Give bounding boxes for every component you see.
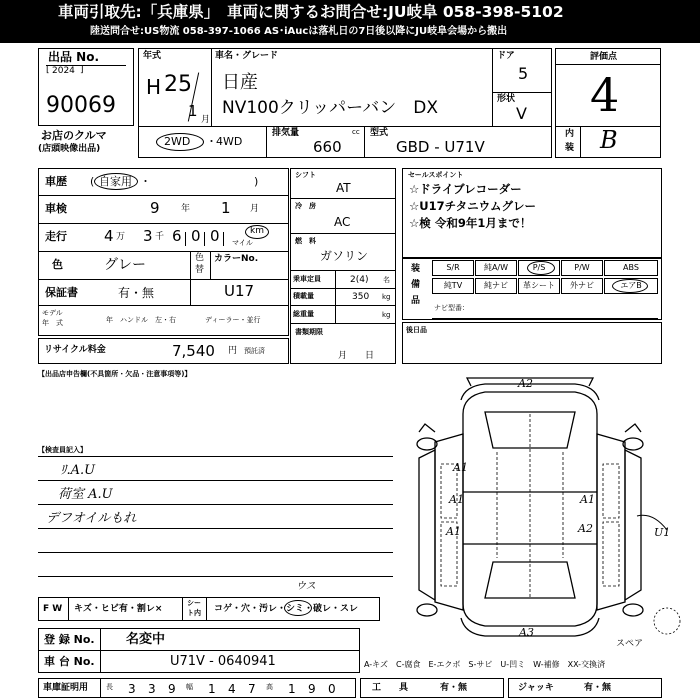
color-repaint-2: 替 (195, 265, 205, 275)
seat-damages: コゲ・穴・汚レ・シミ・破レ・スレ (214, 604, 359, 614)
load-label: 積載量 (293, 292, 314, 300)
ac-label: 冷 房 (295, 202, 316, 210)
history-paren-open: ( (90, 175, 95, 188)
equipment-label-2: 備 (411, 280, 421, 290)
interior-label-2: 装 (565, 143, 575, 153)
inspector-label: 【検査員記入】 (38, 446, 87, 454)
damage-mark: A2 (578, 522, 593, 535)
vehicle-maker: 日産 (222, 72, 258, 93)
name-label: 車名・グレード (215, 51, 279, 61)
score-label: 評価点 (590, 52, 618, 62)
month-unit: 月 (201, 115, 211, 125)
recycle-unit: 円 (228, 346, 238, 356)
lot-year-bracket-close: ] (80, 65, 84, 75)
history-label: 車歴 (45, 175, 67, 188)
vehicle-model: NV100クリッパーバン DX (222, 98, 438, 118)
equipment-item: エアB (604, 278, 658, 294)
seat-selected-mark (284, 600, 312, 616)
docs-date: 月 日 (338, 351, 375, 361)
drive-separator: ・ (206, 135, 217, 148)
equipment-item: 外ナビ (561, 278, 603, 294)
registration-value: 名変中 (126, 632, 166, 647)
certificate-dim: 長 (106, 683, 113, 691)
history-paren-close: ) (254, 175, 259, 188)
load-unit: kg (382, 293, 391, 301)
score-value: 4 (590, 68, 620, 122)
load-value: 350 (352, 292, 370, 302)
color-value: グレー (104, 257, 146, 273)
jack-label: ジャッキ (518, 683, 554, 693)
inspection-year: 9 (150, 199, 160, 217)
recycle-label: リサイクル料金 (44, 345, 106, 355)
history-value: 自家用 (99, 175, 132, 188)
later-date-box (402, 322, 662, 364)
equipment-selected-airbag (612, 279, 648, 293)
shift-value: AT (336, 181, 351, 195)
fuel-label: 燃 料 (295, 237, 316, 245)
jack-value: 有・無 (584, 683, 612, 693)
color-repaint-1: 色 (195, 253, 205, 263)
displacement-label: 排気量 (272, 128, 300, 138)
header-line-1: 車両引取先:「兵庫県」 車両に関するお問合せ:JU岐阜 058-398-5102 (58, 3, 564, 21)
displacement-value: 660 (313, 138, 342, 156)
shape-value: V (516, 104, 527, 123)
interior-value: B (600, 126, 618, 154)
tools-label: 工 具 (372, 683, 409, 693)
damage-mark: U1 (654, 526, 671, 539)
equipment-item: 純A/W (475, 260, 517, 276)
damage-mark: A1 (446, 525, 461, 538)
model-year-label-1: モデル (42, 309, 63, 317)
inspection-month-unit: 月 (250, 204, 260, 214)
mileage-sen: 3 (143, 227, 153, 245)
doors-value: 5 (518, 64, 529, 83)
lot-label: 出品 No. (48, 50, 100, 64)
capacity-value: 2(4) (350, 275, 369, 285)
equipment-label-1: 装 (411, 264, 421, 274)
certificate-dim: 高 (266, 683, 273, 691)
certificate-dim: 1 (208, 682, 216, 696)
store-label: お店のクルマ (41, 129, 107, 142)
top-note: ウス (296, 581, 316, 592)
sales-label: セールスポイント (408, 171, 464, 179)
mileage-man: 4 (104, 227, 114, 245)
certificate-dim: 9 (168, 682, 176, 696)
inspection-month: 1 (221, 199, 231, 217)
docs-label: 書類期限 (295, 328, 323, 336)
warranty-value: 有・無 (118, 286, 155, 300)
equipment-item: P/W (561, 260, 603, 276)
interior-label-1: 内 (565, 129, 575, 139)
drive-2wd: 2WD (164, 135, 191, 148)
inspection-label: 車検 (45, 202, 67, 215)
chassis-value: U71V - 0640941 (170, 654, 276, 669)
year-value: 25 (164, 72, 192, 97)
mileage-unit-km: km (250, 226, 264, 236)
gross-label: 総重量 (293, 310, 314, 318)
damage-mark: A1 (449, 493, 464, 506)
color-no-value: U17 (224, 282, 255, 300)
seat-label-2: ト内 (187, 609, 201, 617)
inspector-note: デフオイルもれ (46, 511, 137, 526)
certificate-label: 車庫証明用 (43, 683, 89, 693)
certificate-dim: 幅 (186, 683, 193, 691)
displacement-unit: cc (352, 128, 360, 136)
model-year-label-2: 年 式 (42, 319, 63, 327)
handle-options: ハンドル 左・右 (120, 316, 176, 324)
damage-mark: A3 (519, 626, 534, 639)
later-date-label: 後日品 (406, 326, 427, 334)
tools-value: 有・無 (440, 683, 468, 693)
damage-mark: A2 (518, 377, 533, 390)
equipment-label-3: 品 (411, 296, 421, 306)
damage-mark: A1 (580, 493, 595, 506)
ac-value: AC (334, 215, 351, 229)
gross-unit: kg (382, 311, 391, 319)
recycle-note: 預託済 (244, 347, 265, 355)
capacity-unit: 名 (383, 276, 390, 284)
certificate-dim: 3 (148, 682, 156, 696)
equipment-item: 純TV (432, 278, 474, 294)
doors-label: ドア (497, 51, 515, 61)
lot-number: 90069 (46, 93, 116, 118)
recycle-value: 7,540 (172, 342, 215, 360)
sales-point-item: ☆U17チタニウムグレー (409, 199, 536, 213)
capacity-label: 乗車定員 (293, 275, 321, 283)
model-year-unit: 年 (106, 316, 113, 324)
model-code-value: GBD - U71V (396, 138, 485, 156)
drive-4wd: 4WD (216, 135, 243, 148)
year-era: H (146, 75, 162, 99)
damage-mark: A1 (453, 461, 468, 474)
lot-year-tag: 2024 (52, 66, 75, 76)
fw-damages: キズ・ヒビ有・割レ× (74, 604, 163, 614)
sales-point-item: ☆検 令和9年1月まで！ (409, 216, 532, 230)
chassis-label: 車 台 No. (44, 655, 95, 668)
fw-label: F W (43, 604, 63, 614)
equipment-item: ABS (604, 260, 658, 276)
history-bullet: ・ (140, 175, 151, 188)
inspector-note: 荷室 A.U (58, 487, 113, 502)
sales-point-item: ☆ドライブレコーダー (409, 182, 522, 196)
lot-year-bracket: [ (46, 65, 50, 75)
detail-table (38, 168, 289, 336)
month-value: 1 (188, 102, 198, 120)
certificate-dim: 9 (308, 682, 316, 696)
seat-label-1: シー (187, 599, 201, 607)
shift-label: シフト (295, 171, 316, 179)
mileage-unit-mile: マイル (232, 239, 253, 247)
mileage-sen-unit: 千 (155, 232, 165, 242)
dealer-options: ディーラー・並行 (205, 316, 261, 324)
navi-label: ナビ型番： (434, 304, 469, 312)
header-line-2: 陸送問合せ:US物流 058-397-1066 AS･iAucは落札日の7日後以降にJU岐阜会場から搬出 (90, 26, 508, 37)
year-label: 年式 (143, 51, 162, 61)
remarks-label: 【出品店申告欄(不具箇所・欠品・注意事項等)】 (38, 370, 192, 378)
certificate-dim: 1 (288, 682, 296, 696)
color-no-label: カラーNo. (214, 254, 259, 264)
spare-label: スペア (616, 639, 644, 649)
mileage-man-unit: 万 (116, 232, 126, 242)
inspection-year-unit: 年 (181, 204, 191, 214)
mileage-digit: 6 (172, 227, 182, 245)
mileage-digit: 0 (191, 227, 201, 245)
mileage-label: 走行 (45, 230, 67, 243)
equipment-item: 革シート (518, 278, 560, 294)
car-diagram (405, 372, 695, 644)
equipment-item: P/S (518, 260, 560, 276)
equipment-item: 純ナビ (475, 278, 517, 294)
model-code-label: 型式 (370, 128, 389, 138)
certificate-dim: 7 (248, 682, 256, 696)
equipment-item: S/R (432, 260, 474, 276)
fuel-value: ガソリン (320, 249, 369, 263)
mileage-digit: 0 (210, 227, 220, 245)
damage-legend: A-キズ C-腐食 E-エクボ S-サビ U-凹ミ W-補修 XX-交換済 (364, 660, 606, 669)
color-label: 色 (52, 258, 63, 271)
certificate-dim: 0 (328, 682, 336, 696)
inspector-note: ﾘ.A.U (60, 463, 96, 478)
shape-label: 形状 (497, 94, 516, 104)
certificate-dim: 4 (228, 682, 236, 696)
equipment-selected-ps (527, 261, 555, 275)
store-sub: (店頭映像出品) (38, 144, 101, 154)
certificate-dim: 3 (128, 682, 136, 696)
warranty-label: 保証書 (45, 286, 78, 299)
registration-label: 登 録 No. (44, 633, 95, 646)
